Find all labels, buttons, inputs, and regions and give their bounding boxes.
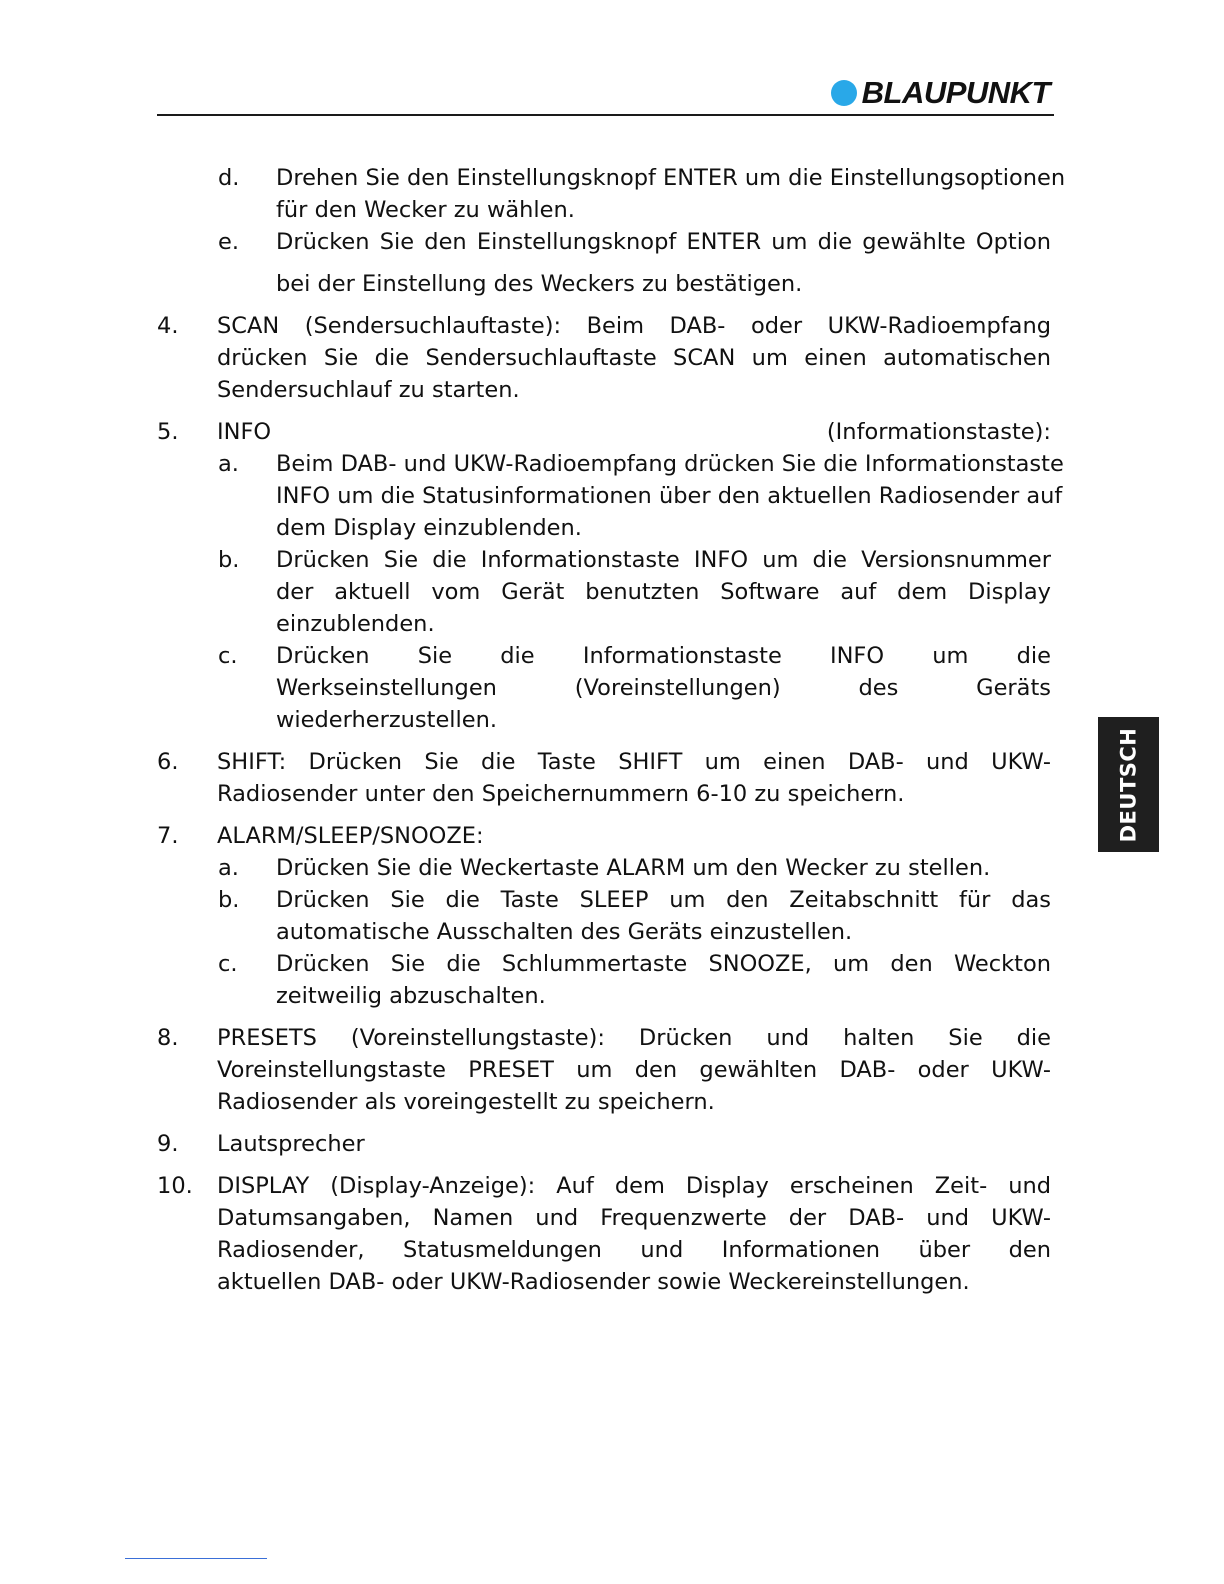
text-line — [157, 310, 1051, 342]
text-line — [157, 746, 1051, 778]
line-text: SCAN (Sendersuchlauftaste): Beim DAB- oder UKW-Radioempfang — [217, 313, 1051, 339]
text-line — [157, 448, 1064, 480]
text-line — [157, 1086, 1051, 1118]
line-text: Sendersuchlauf zu starten. — [217, 377, 520, 403]
sub-item-letter: e. — [218, 229, 239, 255]
line-text: Radiosender als voreingestellt zu speichern. — [217, 1089, 715, 1115]
text-line — [157, 916, 1051, 948]
language-tab — [1098, 717, 1159, 852]
line-text: Drücken Sie die Informationstaste INFO um die — [276, 643, 1051, 669]
line-text: drücken Sie die Sendersuchlauftaste SCAN um einen automatischen — [217, 345, 1051, 371]
line-text: Voreinstellungstaste PRESET um den gewählten DAB- oder UKW- — [217, 1057, 1051, 1083]
text-line — [157, 1022, 1051, 1054]
line-text: einzublenden. — [276, 611, 435, 637]
line-text: aktuellen DAB- oder UKW-Radiosender sowie Weckereinstellungen. — [217, 1269, 970, 1295]
text-line — [157, 416, 1051, 448]
text-line — [157, 268, 1051, 300]
text-line — [157, 948, 1051, 980]
line-text: Drücken Sie die Informationstaste INFO um die Versionsnummer — [276, 547, 1051, 573]
text-line — [157, 1234, 1051, 1266]
text-line — [157, 342, 1051, 374]
item-number: 5. — [157, 419, 179, 445]
brand-logo — [831, 76, 1050, 110]
item-number: 8. — [157, 1025, 179, 1051]
item-number: 7. — [157, 823, 179, 849]
line-text: Radiosender, Statusmeldungen und Informationen über den — [217, 1237, 1051, 1263]
text-line — [157, 820, 1051, 852]
instruction-list — [157, 162, 1066, 1298]
footer-divider — [125, 1558, 267, 1559]
text-line — [157, 544, 1051, 576]
item-number: 10. — [157, 1173, 193, 1199]
text-line — [157, 1266, 1051, 1298]
sub-item-letter: a. — [218, 451, 239, 477]
line-text: bei der Einstellung des Weckers zu bestätigen. — [276, 271, 803, 297]
brand-dot-icon — [831, 80, 857, 106]
sub-item-letter: b. — [218, 887, 240, 913]
text-line — [157, 1202, 1051, 1234]
text-line — [157, 1128, 1051, 1160]
line-text: automatische Ausschalten des Geräts einzustellen. — [276, 919, 853, 945]
line-text: Datumsangaben, Namen und Frequenzwerte der DAB- und UKW- — [217, 1205, 1051, 1231]
line-text: zeitweilig abzuschalten. — [276, 983, 546, 1009]
line-text: DISPLAY (Display-Anzeige): Auf dem Display erscheinen Zeit- und — [217, 1173, 1051, 1199]
item-number: 9. — [157, 1131, 179, 1157]
line-text: Radiosender unter den Speichernummern 6-10 zu speichern. — [217, 781, 905, 807]
text-line — [157, 512, 1051, 544]
text-line — [157, 374, 1051, 406]
sub-item-letter: a. — [218, 855, 239, 881]
text-line — [157, 672, 1051, 704]
line-text: Drücken Sie die Taste SLEEP um den Zeitabschnitt für das — [276, 887, 1051, 913]
text-line — [157, 778, 1051, 810]
line-text: SHIFT: Drücken Sie die Taste SHIFT um einen DAB- und UKW- — [217, 749, 1051, 775]
line-text: INFO (Informationstaste): — [217, 419, 1051, 445]
text-line — [157, 640, 1051, 672]
line-text: wiederherzustellen. — [276, 707, 498, 733]
text-line — [157, 608, 1051, 640]
text-line — [157, 576, 1051, 608]
item-number: 6. — [157, 749, 179, 775]
line-text: Werkseinstellungen (Voreinstellungen) des Geräts — [276, 675, 1051, 701]
text-line — [157, 194, 1051, 226]
line-text: PRESETS (Voreinstellungstaste): Drücken und halten Sie die — [217, 1025, 1051, 1051]
line-text: Beim DAB- und UKW-Radioempfang drücken Sie die Informationstaste — [276, 451, 1064, 477]
text-line — [157, 852, 1051, 884]
text-line — [157, 980, 1051, 1012]
text-line — [157, 884, 1051, 916]
text-line — [157, 1054, 1051, 1086]
text-line — [157, 162, 1066, 194]
text-line — [157, 480, 1063, 512]
line-text: INFO um die Statusinformationen über den aktuellen Radiosender auf — [276, 483, 1063, 509]
language-tab-label: DEUTSCH — [1116, 727, 1141, 842]
line-text: dem Display einzublenden. — [276, 515, 582, 541]
sub-item-letter: d. — [218, 165, 240, 191]
line-text: ALARM/SLEEP/SNOOZE: — [217, 823, 484, 849]
item-number: 4. — [157, 313, 179, 339]
line-text: Drücken Sie die Weckertaste ALARM um den Wecker zu stellen. — [276, 855, 991, 881]
sub-item-letter: c. — [218, 951, 238, 977]
text-line — [157, 704, 1051, 736]
line-text: Drehen Sie den Einstellungsknopf ENTER um die Einstellungsoptionen — [276, 165, 1066, 191]
line-text: Drücken Sie die Schlummertaste SNOOZE, um den Weckton — [276, 951, 1051, 977]
sub-item-letter: c. — [218, 643, 238, 669]
line-text: Drücken Sie den Einstellungsknopf ENTER um die gewählte Option — [276, 229, 1051, 255]
header-divider — [157, 114, 1054, 116]
sub-item-letter: b. — [218, 547, 240, 573]
text-line — [157, 226, 1051, 258]
line-text: der aktuell vom Gerät benutzten Software auf dem Display — [276, 579, 1051, 605]
line-text: für den Wecker zu wählen. — [276, 197, 575, 223]
text-line — [157, 1170, 1051, 1202]
line-text: Lautsprecher — [217, 1131, 365, 1157]
brand-name: BLAUPUNKT — [861, 75, 1050, 110]
